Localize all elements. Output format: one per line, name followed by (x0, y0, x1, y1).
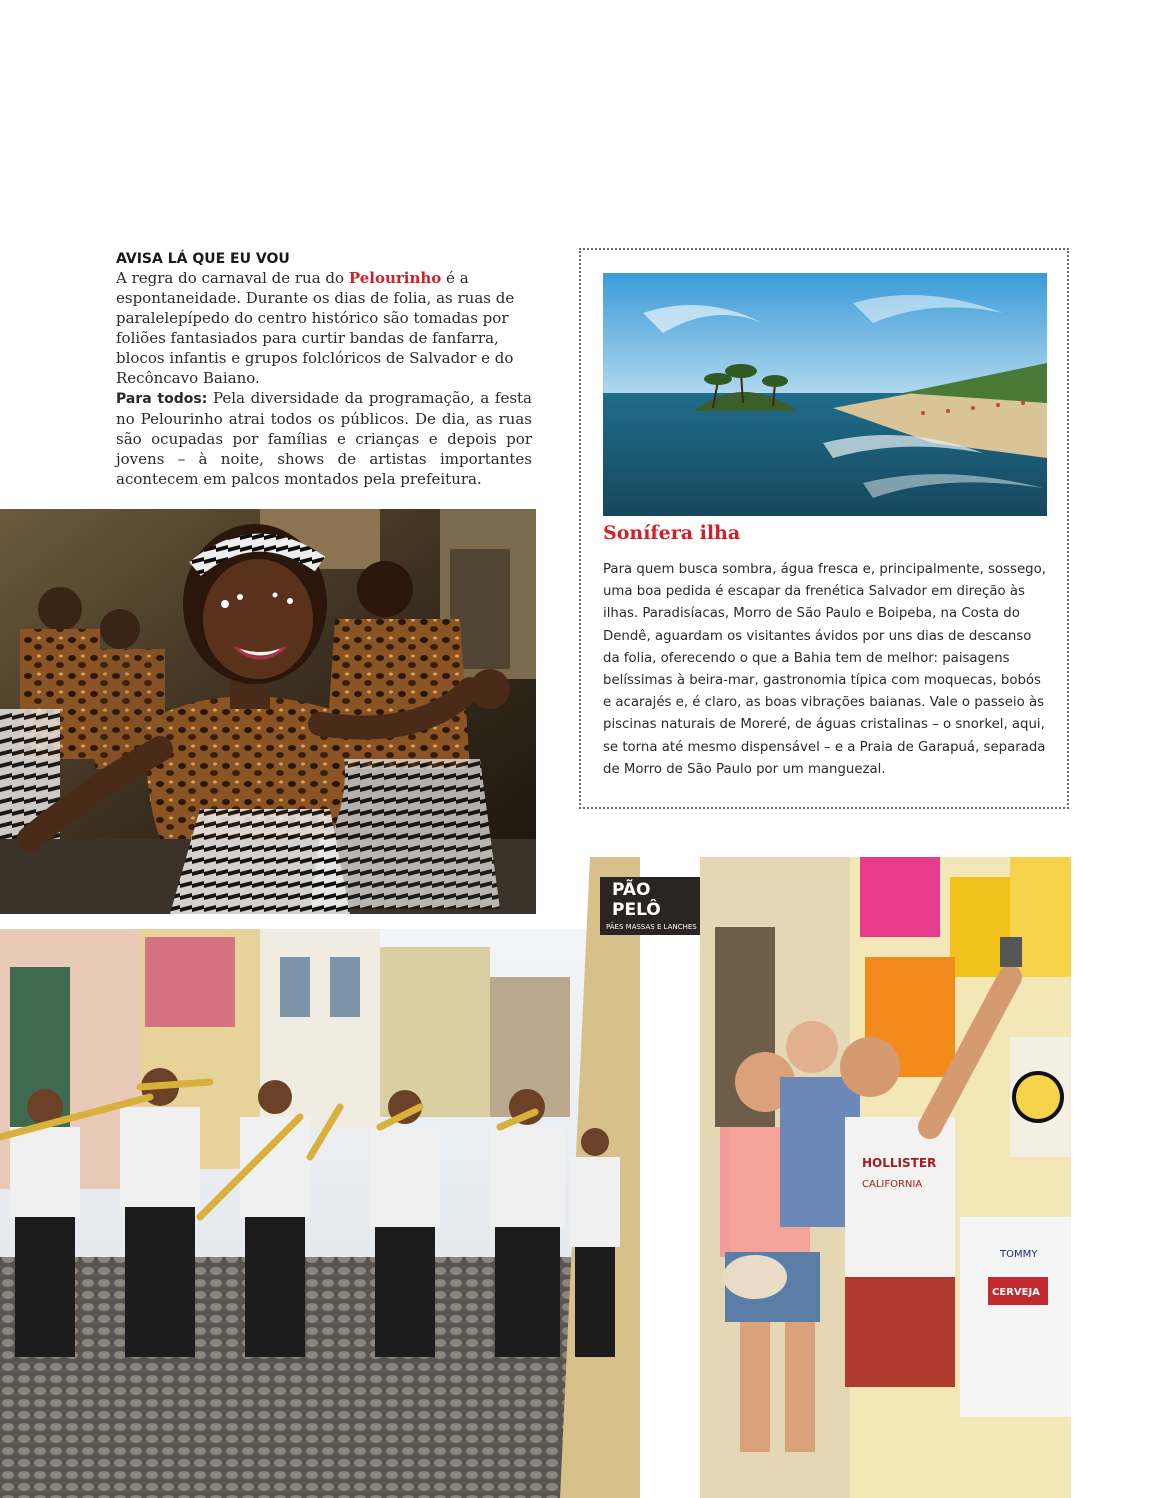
shop-sign-line1: PÃO (612, 880, 651, 900)
p1-after: é a espontaneidade. Durante os dias de folia, as ruas de paralelepípedo do centro histórico são tomadas por foliões fantasiados para curtir bandas de fanfarra, blocos infantis e grupos folclóricos de Salvador e do Recôncavo Baiano. (116, 269, 515, 387)
pelourinho-highlight: Pelourinho (348, 269, 442, 287)
street-parade-illustration (0, 857, 1071, 1498)
beach-photo (603, 273, 1047, 516)
shop-sign-line3: PÃES MASSAS E LANCHES (606, 923, 697, 931)
dancer-photo-illustration (0, 509, 536, 914)
tshirt-text-california: CALIFORNIA (862, 1179, 923, 1190)
tshirt-text-cerveja: CERVEJA (992, 1287, 1040, 1298)
sidebar-title: Sonífera ilha (603, 522, 741, 544)
beach-illustration (603, 273, 1047, 516)
article (116, 250, 532, 489)
shop-sign-line2: PELÔ (612, 900, 661, 920)
article-paragraph-1 (116, 268, 532, 388)
p2-text: Pela diversidade da programação, a festa no Pelourinho atrai todos os públicos. De dia, as ruas são ocupadas por famílias e crianças e depois por jovens – à noite, shows de artistas importantes acontecem em palcos montados pela prefeitura. (116, 389, 532, 488)
p2-lead: Para todos: (116, 391, 208, 407)
tshirt-text-tommy: TOMMY (1000, 1249, 1038, 1260)
article-paragraph-2 (116, 388, 532, 489)
tshirt-text-hollister: HOLLISTER (862, 1156, 937, 1170)
p1-before: A regra do carnaval de rua do (116, 269, 349, 287)
sidebar-box (579, 248, 1069, 809)
sidebar-body: Para quem busca sombra, água fresca e, principalmente, sossego, uma boa pedida é escapar da frenética Salvador em direção às ilhas. Paradisíacas, Morro de São Paulo e Boipeba, na Costa do Dendê, aguardam os visitantes ávidos por uns dias de descanso da folia, oferecendo o que a Bahia tem de melhor: paisagens belíssimas à beira-mar, gastronomia típica com moquecas, bobós e acarajés e, é claro, as boas vibrações baianas. Vale o passeio às piscinas naturais de Moreré, de águas cristalinas – o snorkel, aqui, se torna até mesmo dispensável – e a Praia de Garapuá, separada de Morro de São Paulo por um manguezal. (603, 562, 1046, 777)
dancer-photo (0, 509, 536, 914)
article-heading: AVISA LÁ QUE EU VOU (116, 251, 290, 267)
street-parade-photo (0, 857, 1071, 1498)
